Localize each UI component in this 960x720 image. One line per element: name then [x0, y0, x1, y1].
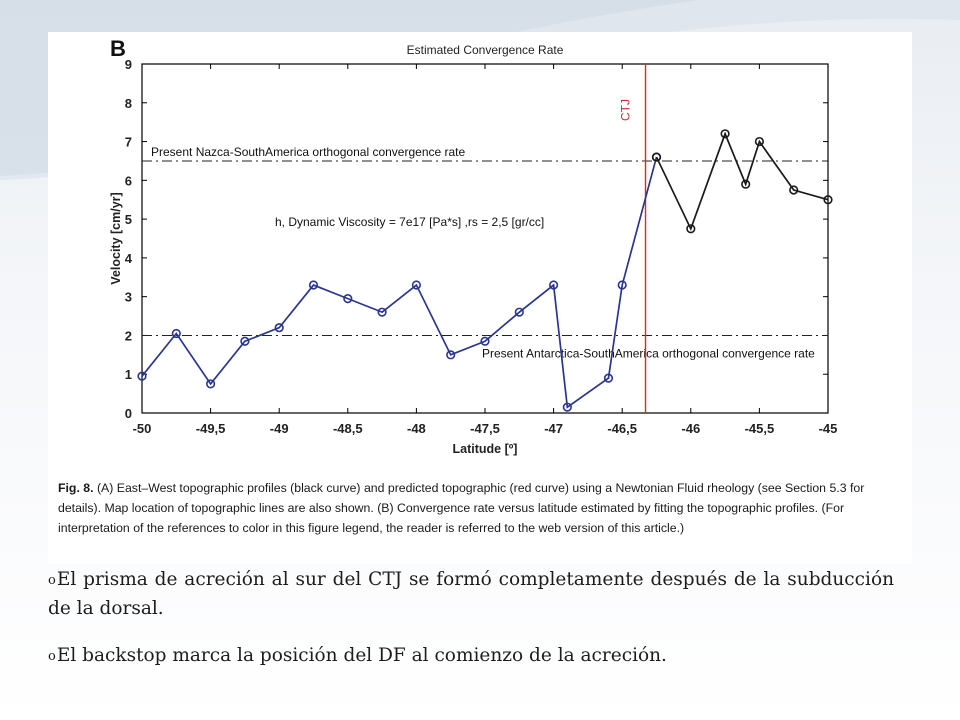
x-tick-label: -46,5 — [607, 421, 638, 436]
caption-text: (A) East–West topographic profiles (black curve) and predicted topographic (red curve) using a Newtonian Fluid rheology (see Section 5.3 for details). Map location of topographic lines are also shown. (B) Convergence rate versus latitude estimated by fitting the topographic profiles. (For interpretation of the references to color in this figure legend, the reader is referred to the web version of this article.) — [58, 481, 865, 535]
bullet-text-2: El backstop marca la posición del DF al comienzo de la acreción. — [56, 645, 667, 666]
x-axis-label: Latitude [º] — [452, 442, 518, 456]
x-tick-label: -46 — [681, 421, 701, 436]
y-tick-label: 6 — [124, 173, 132, 189]
viscosity-annotation: h, Dynamic Viscosity = 7e17 [Pa*s] ,rs = 2,5 [gr/cc] — [275, 215, 545, 229]
convergence-rate-chart — [48, 32, 912, 472]
x-tick-label: -48,5 — [332, 421, 363, 436]
bullet-item-1 — [48, 566, 894, 622]
bullet-marker-icon: o — [48, 649, 56, 664]
y-tick-label: 8 — [124, 95, 132, 111]
y-tick-label: 7 — [124, 134, 132, 150]
x-tick-label: -47,5 — [470, 421, 500, 436]
x-tick-label: -49,5 — [195, 421, 226, 436]
y-tick-label: 3 — [124, 289, 132, 305]
y-tick-label: 4 — [124, 250, 132, 266]
ctj-marker-label: CTJ — [618, 99, 633, 121]
y-axis-label: Velocity [cm/yr] — [109, 192, 123, 285]
plot-frame — [142, 64, 828, 413]
y-tick-label: 1 — [124, 367, 132, 383]
figure-panel — [48, 32, 912, 564]
x-tick-label: -45 — [818, 421, 838, 436]
x-tick-label: -48 — [407, 421, 426, 436]
caption-label: Fig. 8. — [58, 481, 94, 495]
y-tick-label: 0 — [124, 406, 132, 421]
x-tick-label: -47 — [544, 421, 563, 436]
y-tick-label: 5 — [124, 212, 132, 228]
x-tick-label: -49 — [269, 421, 289, 436]
antarctica-annotation: Present Antarctica-SouthAmerica orthogonal convergence rate — [482, 346, 815, 361]
y-tick-label: 2 — [124, 328, 132, 344]
series-1-line — [142, 157, 657, 407]
y-tick-label: 9 — [124, 57, 132, 72]
figure-caption — [58, 478, 908, 538]
chart-title: Estimated Convergence Rate — [406, 43, 564, 57]
nazca-annotation: Present Nazca-SouthAmerica orthogonal convergence rate — [151, 144, 466, 159]
x-tick-label: -45,5 — [744, 421, 775, 436]
panel-label: B — [110, 36, 126, 61]
bullet-item-2 — [48, 642, 894, 671]
bullet-list — [48, 566, 894, 691]
bullet-text-1: El prisma de acreción al sur del CTJ se formó completamente después de la subducción de la dorsal. — [48, 569, 894, 619]
x-tick-label: -50 — [132, 421, 152, 436]
bullet-marker-icon: o — [48, 573, 56, 588]
